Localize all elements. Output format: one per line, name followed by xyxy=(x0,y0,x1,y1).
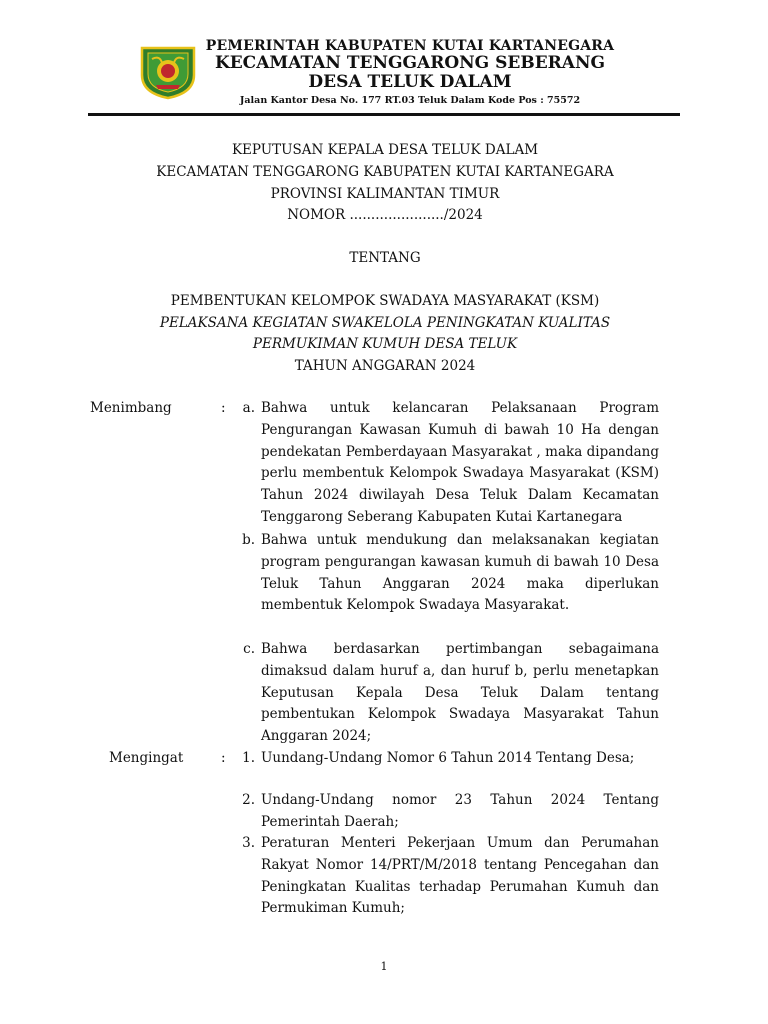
menimbang-colon: : xyxy=(221,400,226,416)
subject-line-3: PERMUKIMAN KUMUH DESA TELUK xyxy=(252,336,518,352)
letterhead-address: Jalan Kantor Desa No. 177 RT.03 Teluk Dalam Kode Pos : 75572 xyxy=(239,95,581,106)
decree-province: PROVINSI KALIMANTAN TIMUR xyxy=(270,186,500,202)
mengingat-colon: : xyxy=(221,750,226,766)
menimbang-mark-b: b. xyxy=(242,532,255,548)
menimbang-label: Menimbang xyxy=(90,400,172,416)
decree-number: NOMOR ....................../2024 xyxy=(287,207,483,223)
tentang-heading: TENTANG xyxy=(349,250,421,266)
regency-emblem-icon xyxy=(138,45,198,100)
decree-title: KEPUTUSAN KEPALA DESA TELUK DALAM xyxy=(231,142,539,158)
page-number: 1 xyxy=(380,960,388,973)
menimbang-item-c: Bahwa berdasarkan pertimbangan sebagaimana dimaksud dalam huruf a, dan huruf b, perlu menetapkan Keputusan Kepala Desa Teluk Dalam tentang pembentukan Kelompok Swadaya Masyarakat Tahun Anggaran 2024; xyxy=(261,641,659,745)
letterhead-village: DESA TELUK DALAM xyxy=(308,72,512,92)
menimbang-mark-a: a. xyxy=(242,400,255,416)
letterhead xyxy=(205,38,615,108)
subject-line-4: TAHUN ANGGARAN 2024 xyxy=(294,358,476,374)
mengingat-item-2: Undang-Undang nomor 23 Tahun 2024 Tentang Pemerintah Daerah; xyxy=(261,792,659,830)
decree-district: KECAMATAN TENGGARONG KABUPATEN KUTAI KARTANEGARA xyxy=(156,164,614,180)
menimbang-item-a: Bahwa untuk kelancaran Pelaksanaan Program Pengurangan Kawasan Kumuh di bawah 10 Ha dengan pendekatan Pemberdayaan Masyarakat , maka dipandang perlu membentuk Kelompok Swadaya Masyarakat (KSM) Tahun 2024 diwilayah Desa Teluk Dalam Kecamatan Tenggarong Seberang Kabupaten Kutai Kartanegara xyxy=(261,400,659,525)
mengingat-label: Mengingat xyxy=(109,750,184,766)
mengingat-item-1: Uundang-Undang Nomor 6 Tahun 2014 Tentang Desa; xyxy=(261,750,635,766)
menimbang-mark-c: c. xyxy=(243,641,255,657)
menimbang-item-b: Bahwa untuk mendukung dan melaksanakan kegiatan program pengurangan kawasan kumuh di bawah 10 Desa Teluk Tahun Anggaran 2024 maka diperlukan membentuk Kelompok Swadaya Masyarakat. xyxy=(261,532,659,614)
mengingat-mark-3: 3. xyxy=(242,835,255,851)
letterhead-government: PEMERINTAH KABUPATEN KUTAI KARTANEGARA xyxy=(205,38,615,54)
subject-line-2: PELAKSANA KEGIATAN SWAKELOLA PENINGKATAN KUALITAS xyxy=(159,315,611,331)
mengingat-mark-1: 1. xyxy=(242,750,255,766)
letterhead-divider xyxy=(88,113,680,116)
subject-line-1: PEMBENTUKAN KELOMPOK SWADAYA MASYARAKAT (KSM) xyxy=(170,293,600,309)
letterhead-district: KECAMATAN TENGGARONG SEBERANG xyxy=(214,53,606,73)
mengingat-item-3: Peraturan Menteri Pekerjaan Umum dan Perumahan Rakyat Nomor 14/PRT/M/2018 tentang Pencegahan dan Peningkatan Kualitas terhadap Perumahan Kumuh dan Permukiman Kumuh; xyxy=(261,835,659,917)
mengingat-mark-2: 2. xyxy=(242,792,255,808)
